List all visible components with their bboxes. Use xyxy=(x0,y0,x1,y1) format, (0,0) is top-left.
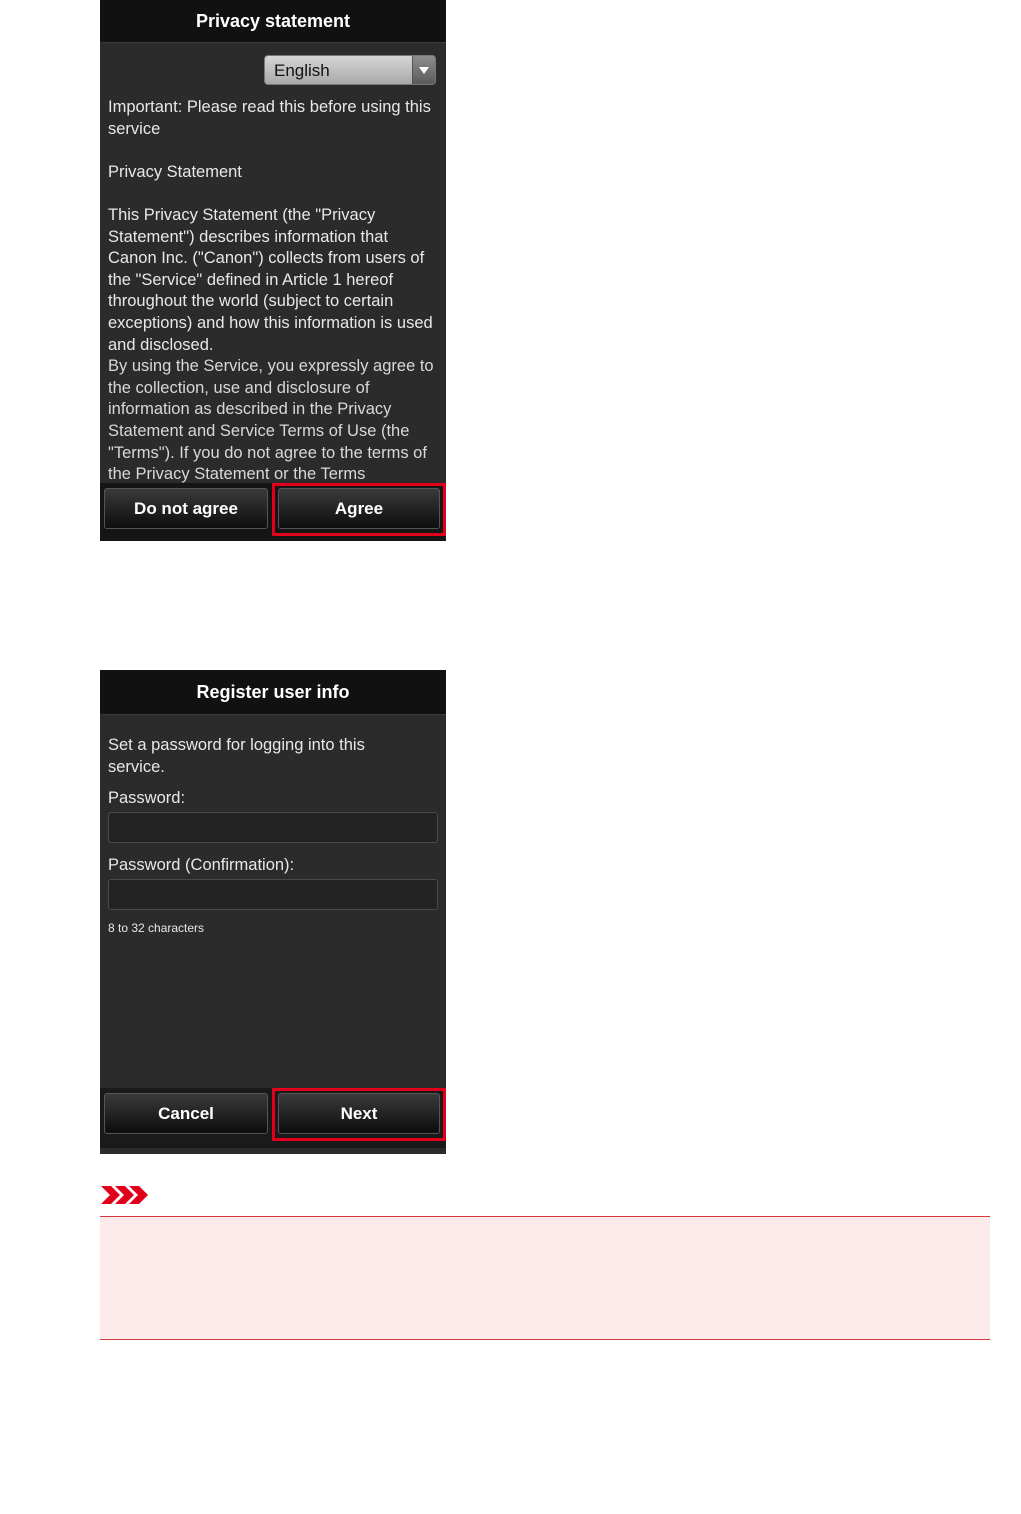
privacy-paragraph: By using the Service, you expressly agree to the collection, use and disclosure of information as described in the Privacy Statement and Service Terms of Use (the "Terms"). If you do not agree to the terms of the Privacy Statement or the Terms xyxy=(108,357,434,484)
agree-button[interactable]: Agree xyxy=(278,488,440,529)
privacy-heading: Privacy Statement xyxy=(108,162,242,181)
next-button[interactable]: Next xyxy=(278,1093,440,1134)
important-notice: Important: Please read this before using this service xyxy=(108,98,431,138)
important-note-box xyxy=(100,1216,990,1340)
language-value: English xyxy=(274,61,330,80)
do-not-agree-button[interactable]: Do not agree xyxy=(104,488,268,529)
register-button-bar xyxy=(100,1088,446,1148)
privacy-button-bar xyxy=(100,483,446,541)
register-user-info-screen xyxy=(100,670,446,1154)
password-length-hint: 8 to 32 characters xyxy=(108,921,205,935)
language-select[interactable] xyxy=(264,55,436,85)
privacy-text-scroll[interactable] xyxy=(108,97,438,486)
privacy-paragraph: This Privacy Statement (the "Privacy Statement") describes information that Canon Inc. ("Canon") collects from users of the "Service" defined in Article 1 hereof throughout the world (subject to certain exceptions) and how this information is used and disclosed. xyxy=(108,205,433,354)
important-chevrons-icon xyxy=(101,1186,151,1204)
cancel-button[interactable]: Cancel xyxy=(104,1093,268,1134)
register-title: Register user info xyxy=(100,670,446,715)
password-input[interactable] xyxy=(108,812,438,843)
password-confirmation-input[interactable] xyxy=(108,879,438,910)
password-instruction: Set a password for logging into this service. xyxy=(108,736,365,776)
privacy-title: Privacy statement xyxy=(100,0,446,43)
password-confirmation-label: Password (Confirmation): xyxy=(108,856,295,874)
dropdown-arrow-icon xyxy=(412,56,435,84)
password-label: Password: xyxy=(108,789,186,807)
privacy-statement-screen xyxy=(100,0,446,541)
